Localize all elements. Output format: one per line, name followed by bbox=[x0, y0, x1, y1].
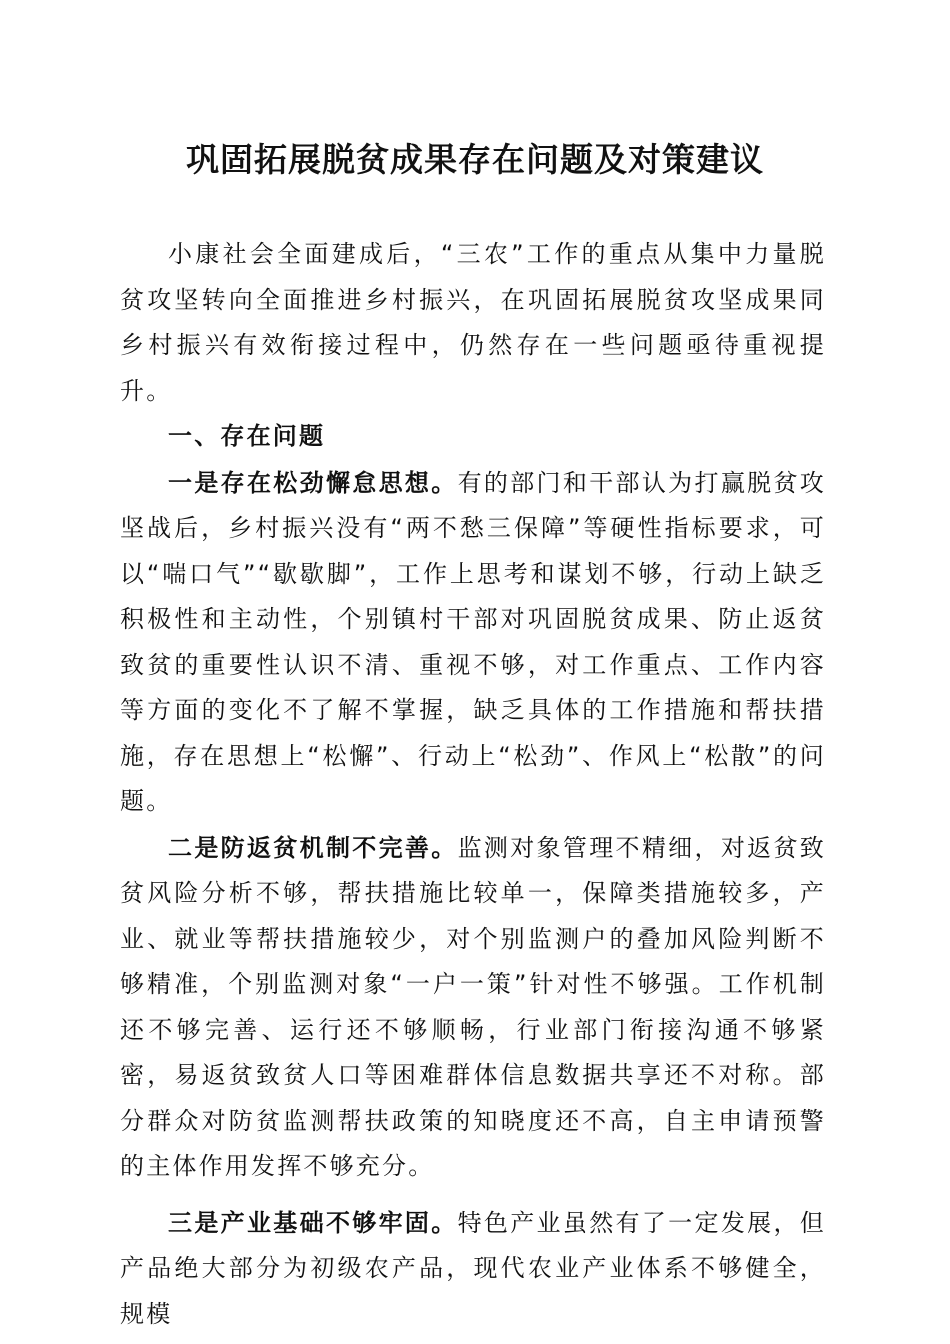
problem-2-text: 监测对象管理不精细，对返贫致贫风险分析不够，帮扶措施比较单一，保障类措施较多，产业、就业等帮扶措施较少，对个别监测户的叠加风险判断不够精准，个别监测对象“一户一策”针对性不够强。工作机制还不够完善、运行还不够顺畅，行业部门衔接沟通不够紧密，易返贫致贫人口等困难群体信息数据共享还不对称。部分群众对防贫监测帮扶政策的知晓度还不高，自主申请预警的主体作用发挥不够充分。 bbox=[120, 833, 826, 1180]
problem-3-text: 特色产业虽然有了一定发展，但产品绝大部分为初级农产品，现代农业产业体系不够健全，规模 bbox=[120, 1208, 826, 1328]
problem-3-lead: 三是产业基础不够牢固。 bbox=[168, 1207, 458, 1237]
problem-paragraph-1 bbox=[120, 460, 826, 825]
document-body bbox=[120, 232, 826, 1337]
problem-2-lead: 二是防返贫机制不完善。 bbox=[168, 832, 458, 862]
problem-paragraph-3 bbox=[120, 1200, 826, 1338]
problem-1-lead: 一是存在松劲懈怠思想。 bbox=[168, 467, 458, 497]
problem-1-text: 有的部门和干部认为打赢脱贫攻坚战后，乡村振兴没有“两不愁三保障”等硬性指标要求，可以“喘口气”“歇歇脚”，工作上思考和谋划不够，行动上缺乏积极性和主动性，个别镇村干部对巩固脱贫成果、防止返贫致贫的重要性认识不清、重视不够，对工作重点、工作内容等方面的变化不了解不掌握，缺乏具体的工作措施和帮扶措施，存在思想上“松懈”、行动上“松劲”、作风上“松散”的问题。 bbox=[120, 468, 826, 815]
problem-paragraph-2 bbox=[120, 825, 826, 1190]
intro-paragraph: 小康社会全面建成后，“三农”工作的重点从集中力量脱贫攻坚转向全面推进乡村振兴，在巩固拓展脱贫攻坚成果同乡村振兴有效衔接过程中，仍然存在一些问题亟待重视提升。 bbox=[120, 240, 826, 405]
section-heading: 一、存在问题 bbox=[168, 422, 326, 450]
document-title: 巩固拓展脱贫成果存在问题及对策建议 bbox=[186, 140, 764, 179]
